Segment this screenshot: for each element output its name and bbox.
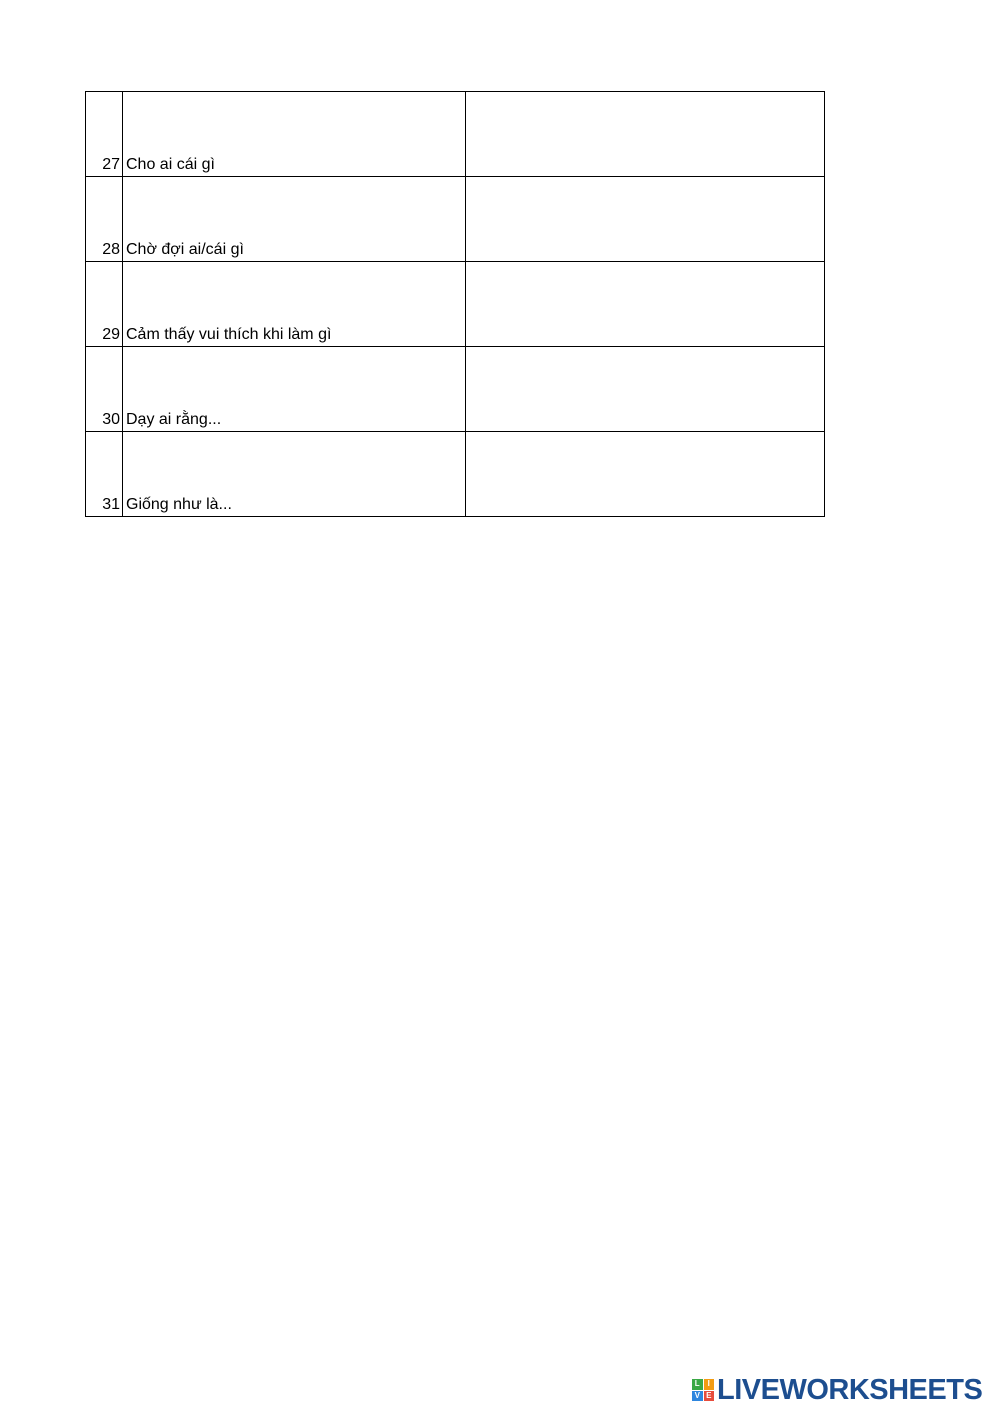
- answer-input[interactable]: [466, 262, 824, 346]
- logo-mark-tile: L: [692, 1379, 703, 1390]
- row-prompt: Chờ đợi ai/cái gì: [123, 177, 466, 262]
- row-prompt: Giống như là...: [123, 432, 466, 517]
- logo-wordmark: LIVEWORKSHEETS: [717, 1373, 983, 1406]
- row-number: 28: [86, 177, 123, 262]
- table-row: [86, 432, 825, 517]
- answer-cell: [466, 92, 825, 177]
- row-number: 31: [86, 432, 123, 517]
- answer-input[interactable]: [466, 432, 824, 516]
- row-number: 30: [86, 347, 123, 432]
- logo-mark-tile: E: [704, 1391, 715, 1402]
- table-row: [86, 92, 825, 177]
- table-row: [86, 347, 825, 432]
- vocabulary-table: [85, 91, 825, 517]
- table-row: [86, 262, 825, 347]
- row-prompt: Cho ai cái gì: [123, 92, 466, 177]
- row-number: 29: [86, 262, 123, 347]
- answer-input[interactable]: [466, 177, 824, 261]
- liveworksheets-logo: [692, 1373, 983, 1406]
- liveworksheets-logo-icon: [692, 1379, 714, 1401]
- answer-cell: [466, 347, 825, 432]
- row-number: 27: [86, 92, 123, 177]
- answer-cell: [466, 177, 825, 262]
- answer-input[interactable]: [466, 92, 824, 176]
- logo-mark-tile: V: [692, 1391, 703, 1402]
- row-prompt: Dạy ai rằng...: [123, 347, 466, 432]
- answer-cell: [466, 432, 825, 517]
- table-row: [86, 177, 825, 262]
- row-prompt: Cảm thấy vui thích khi làm gì: [123, 262, 466, 347]
- logo-mark-tile: I: [704, 1379, 715, 1390]
- answer-input[interactable]: [466, 347, 824, 431]
- answer-cell: [466, 262, 825, 347]
